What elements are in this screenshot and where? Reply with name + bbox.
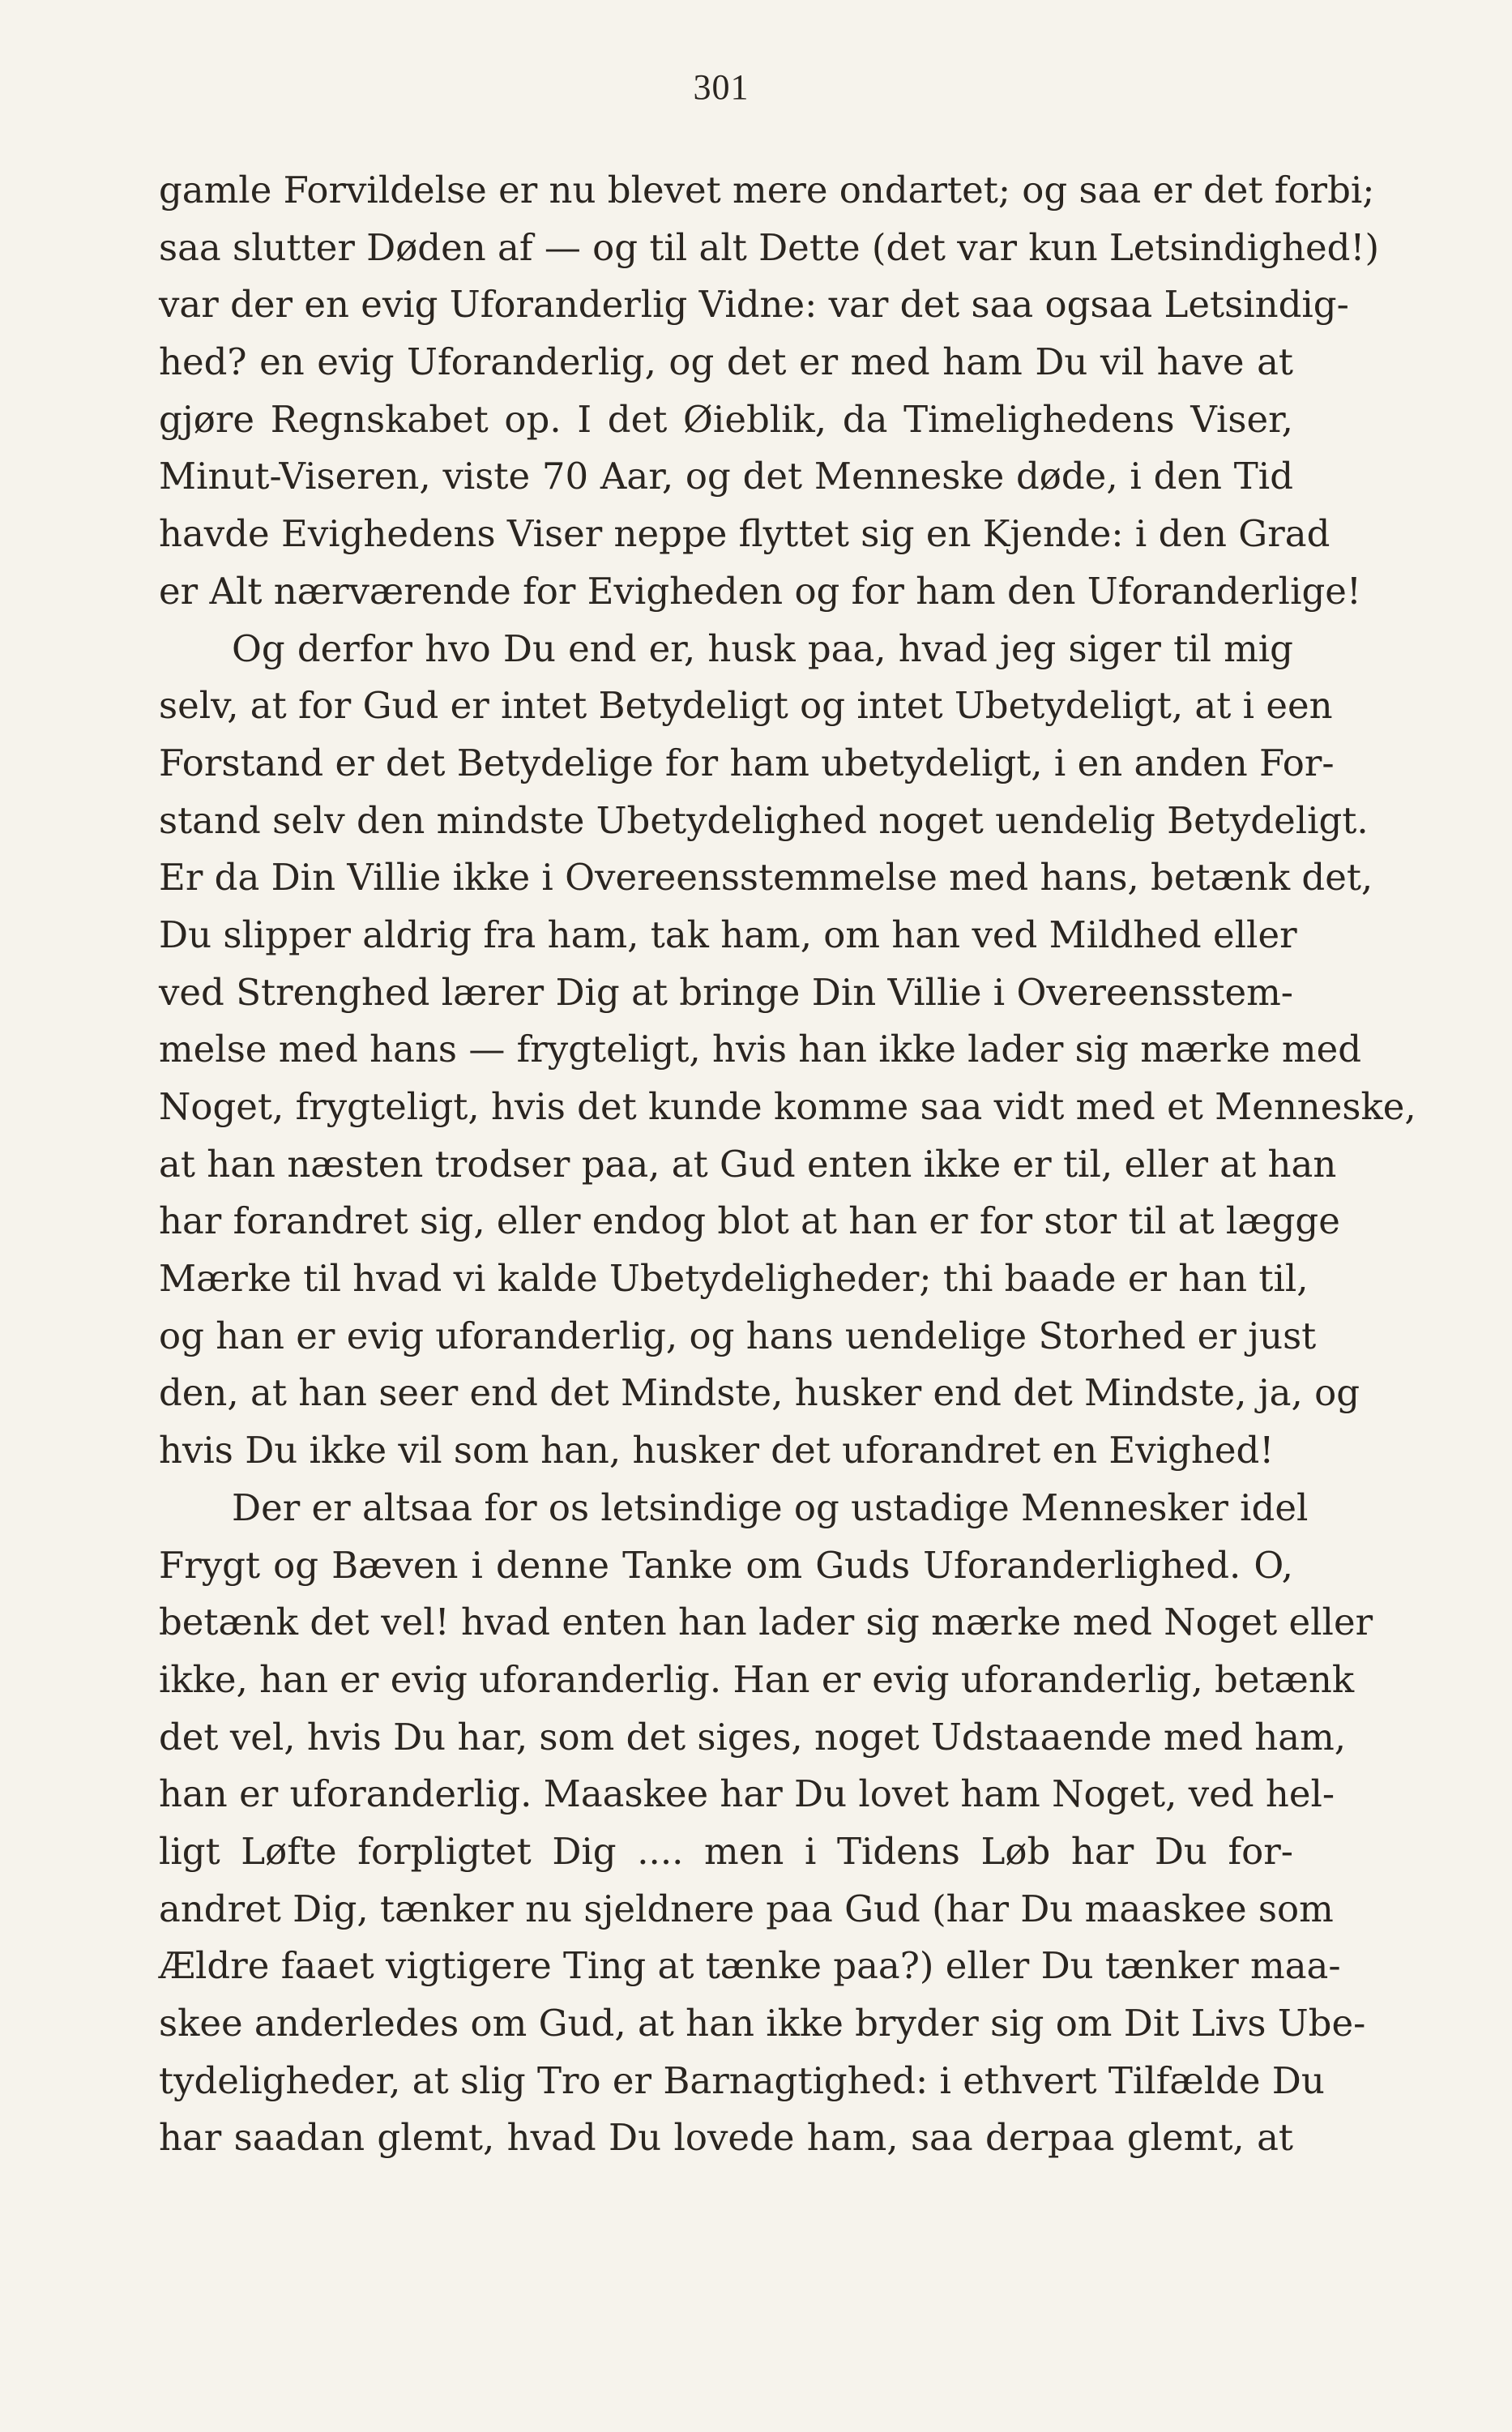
text-line: hvis Du ikke vil som han, husker det uforandret en Evighed! — [159, 1429, 1275, 1472]
page-number: 301 — [693, 67, 750, 107]
text-line: er Alt nærværende for Evigheden og for ham den Uforanderlige! — [159, 569, 1361, 613]
text-line: ikke, han er evig uforanderlig. Han er evig uforanderlig, betænk — [159, 1657, 1355, 1701]
text-line: andret Dig, tænker nu sjeldnere paa Gud (har Du maaskee som — [159, 1887, 1334, 1930]
text-line: Frygt og Bæven i denne Tanke om Guds Uforanderlighed. O, — [159, 1543, 1293, 1587]
text-line: gjøre Regnskabet op. I det Øieblik, da Timelighedens Viser, — [159, 397, 1293, 441]
body-text — [159, 162, 1416, 2167]
text-line: skee anderledes om Gud, at han ikke bryder sig om Dit Livs Ube- — [159, 2002, 1366, 2045]
text-line: betænk det vel! hvad enten han lader sig mærke med Noget eller — [159, 1601, 1373, 1644]
text-line: har saadan glemt, hvad Du lovede ham, saa derpaa glemt, at — [159, 2116, 1293, 2160]
text-line: ved Strenghed lærer Dig at bringe Din Villie i Overeensstem- — [159, 970, 1293, 1014]
text-line: det vel, hvis Du har, som det siges, noget Udstaaende med ham, — [159, 1715, 1347, 1759]
text-line: han er uforanderlig. Maaskee har Du lovet ham Noget, ved hel- — [159, 1772, 1335, 1816]
text-line: var der en evig Uforanderlig Vidne: var det saa ogsaa Letsindig- — [159, 283, 1349, 327]
text-line: melse med hans — frygteligt, hvis han ikke lader sig mærke med — [159, 1028, 1362, 1071]
text-line: stand selv den mindste Ubetydelighed noget uendelig Betydeligt. — [159, 798, 1369, 842]
text-line: Og derfor hvo Du end er, husk paa, hvad jeg siger til mig — [232, 626, 1293, 670]
text-line: Der er altsaa for os letsindige og ustadige Mennesker idel — [232, 1485, 1309, 1529]
text-line: den, at han seer end det Mindste, husker end det Mindste, ja, og — [159, 1371, 1360, 1415]
text-line: tydeligheder, at slig Tro er Barnagtighed: i ethvert Tilfælde Du — [159, 2058, 1325, 2102]
text-line: at han næsten trodser paa, at Gud enten ikke er til, eller at han — [159, 1142, 1337, 1186]
text-line: Forstand er det Betydelige for ham ubetydeligt, i en anden For- — [159, 741, 1335, 784]
text-line: har forandret sig, eller endog blot at han er for stor til at lægge — [159, 1199, 1340, 1243]
text-line: Minut-Viseren, viste 70 Aar, og det Menneske døde, i den Tid — [159, 455, 1293, 498]
text-line: saa slutter Døden af — og til alt Dette (det var kun Letsindighed!) — [159, 225, 1380, 269]
text-line: ligt Løfte forpligtet Dig .... men i Tidens Løb har Du for- — [159, 1829, 1293, 1873]
text-line: selv, at for Gud er intet Betydeligt og intet Ubetydeligt, at i een — [159, 684, 1333, 728]
text-line: Ældre faaet vigtigere Ting at tænke paa?) eller Du tænker maa- — [159, 1944, 1341, 1988]
text-line: Mærke til hvad vi kalde Ubetydeligheder; thi baade er han til, — [159, 1257, 1309, 1301]
text-line: og han er evig uforanderlig, og hans uendelige Storhed er just — [159, 1314, 1317, 1357]
text-line: hed? en evig Uforanderlig, og det er med ham Du vil have at — [159, 340, 1293, 384]
text-line: Er da Din Villie ikke i Overeensstemmelse med hans, betænk det, — [159, 856, 1373, 900]
text-line: havde Evighedens Viser neppe flyttet sig en Kjende: i den Grad — [159, 512, 1330, 556]
text-line: Noget, frygteligt, hvis det kunde komme saa vidt med et Menneske, — [159, 1085, 1416, 1128]
text-line: gamle Forvildelse er nu blevet mere ondartet; og saa er det forbi; — [159, 169, 1375, 212]
text-line: Du slipper aldrig fra ham, tak ham, om han ved Mildhed eller — [159, 913, 1297, 956]
